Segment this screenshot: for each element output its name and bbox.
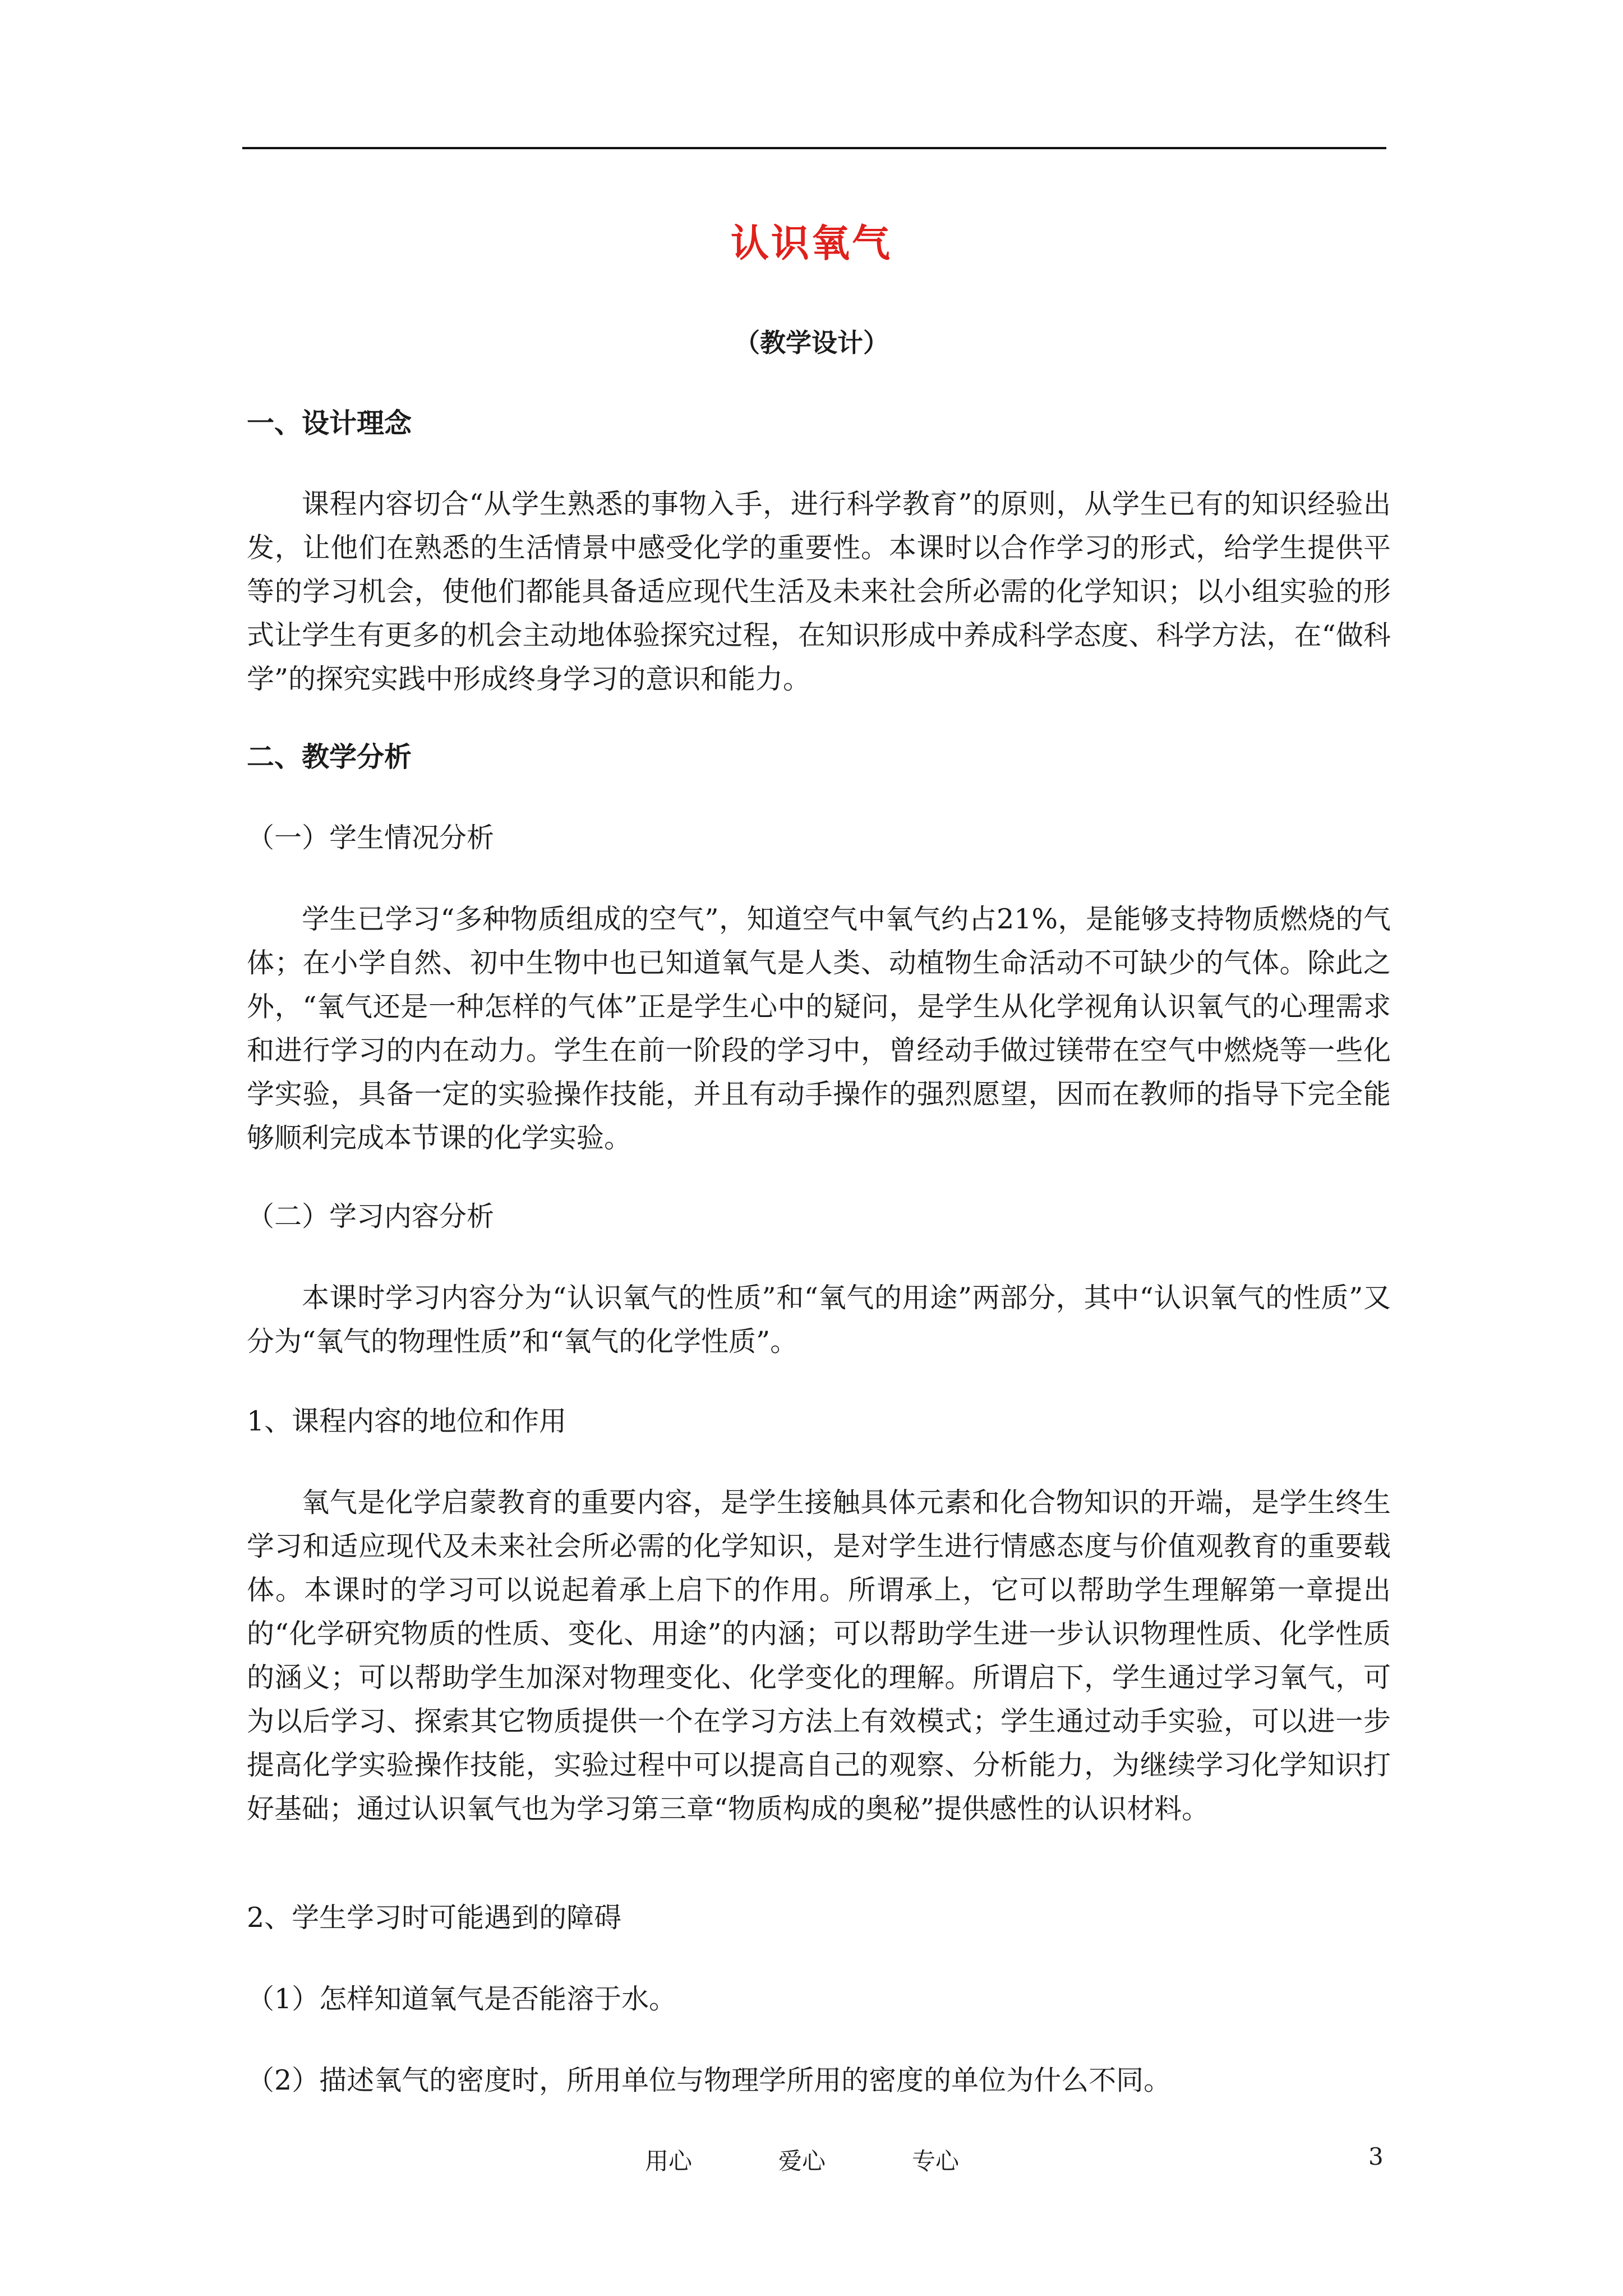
subsection-heading-content-analysis: （二）学习内容分析 [247,1200,495,1232]
header-rule [242,147,1386,149]
content-analysis-paragraph: 本课时学习内容分为“认识氧气的性质”和“氧气的用途”两部分，其中“认识氧气的性质”又分为“氧气的物理性质”和“氧气的化学性质”。 [247,1282,1391,1358]
subsection-heading-student-analysis: （一）学生情况分析 [247,822,495,854]
obstacle-item-2: （2）描述氧气的密度时，所用单位与物理学所用的密度的单位为什么不同。 [247,2064,1172,2096]
footer-motto-1: 用心 [645,2147,693,2175]
item-heading-learning-obstacles: 2、学生学习时可能遇到的障碍 [247,1902,622,1934]
document-title: 认识氧气 [730,221,892,266]
obstacle-item-1: （1）怎样知道氧气是否能溶于水。 [247,1983,677,2015]
footer-motto-2: 爱心 [778,2147,826,2175]
document-subtitle: （教学设计） [734,328,889,358]
footer-motto [645,2143,959,2177]
role-of-content-paragraph: 氧气是化学启蒙教育的重要内容，是学生接触具体元素和化合物知识的开端，是学生终生学习和适应现代及未来社会所必需的化学知识，是对学生进行情感态度与价值观教育的重要载体。本课时的学习可以说起着承上启下的作用。所谓承上，它可以帮助学生理解第一章提出的“化学研究物质的性质、变化、用途”的内涵；可以帮助学生进一步认识物理性质、化学性质的涵义；可以帮助学生加深对物理变化、化学变化的理解。所谓启下，学生通过学习氧气，可为以后学习、探索其它物质提供一个在学习方法上有效模式；学生通过动手实验，可以进一步提高化学实验操作技能，实验过程中可以提高自己的观察、分析能力，为继续学习化学知识打好基础；通过认识氧气也为学习第三章“物质构成的奥秘”提供感性的认识材料。 [247,1487,1391,1825]
page-number: 3 [1368,2143,1384,2170]
footer-motto-3: 专心 [911,2147,959,2175]
student-analysis-paragraph: 学生已学习“多种物质组成的空气”，知道空气中氧气约占21%，是能够支持物质燃烧的气体；在小学自然、初中生物中也已知道氧气是人类、动植物生命活动不可缺少的气体。除此之外，“氧气还是一种怎样的气体”正是学生心中的疑问，是学生从化学视角认识氧气的心理需求和进行学习的内在动力。学生在前一阶段的学习中，曾经动手做过镁带在空气中燃烧等一些化学实验，具备一定的实验操作技能，并且有动手操作的强烈愿望，因而在教师的指导下完全能够顺利完成本节课的化学实验。 [247,903,1391,1154]
item-heading-role-of-content: 1、课程内容的地位和作用 [247,1405,567,1437]
design-concept-paragraph: 课程内容切合“从学生熟悉的事物入手，进行科学教育”的原则，从学生已有的知识经验出发，让他们在熟悉的生活情景中感受化学的重要性。本课时以合作学习的形式，给学生提供平等的学习机会，使他们都能具备适应现代生活及未来社会所必需的化学知识；以小组实验的形式让学生有更多的机会主动地体验探究过程，在知识形成中养成科学态度、科学方法，在“做科学”的探究实践中形成终身学习的意识和能力。 [247,488,1391,695]
section-heading-design-concept: 一、设计理念 [247,407,412,439]
section-heading-teaching-analysis: 二、教学分析 [247,740,412,773]
